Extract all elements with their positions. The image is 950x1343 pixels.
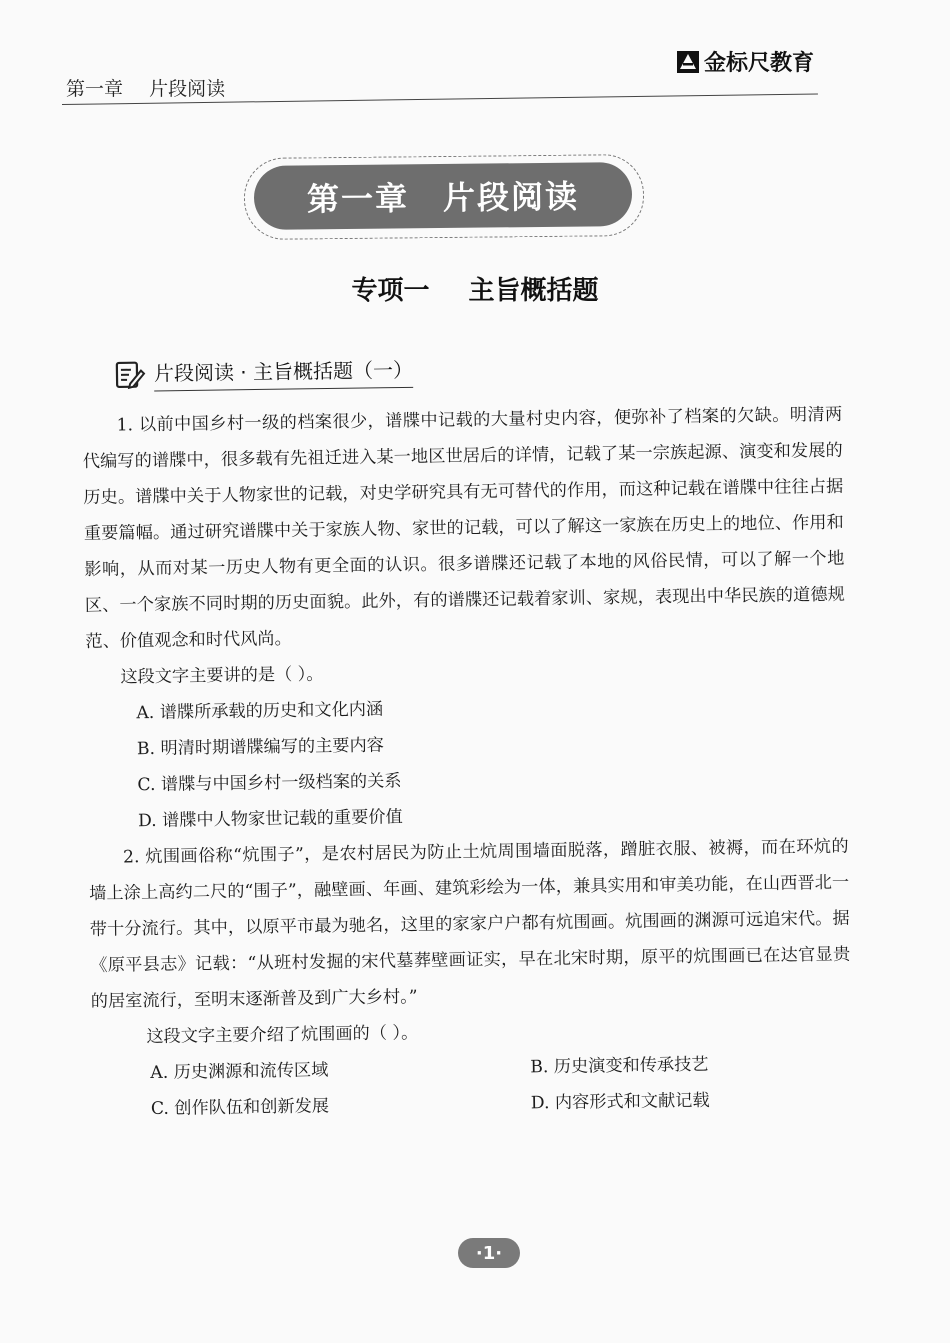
- page-number: ·1·: [458, 1238, 520, 1268]
- question-2-options: [92, 1045, 853, 1128]
- question-2-option-a: A. 历史渊源和流传区域: [150, 1060, 329, 1084]
- banner-title: 片段阅读: [442, 177, 580, 217]
- section-title: [0, 270, 950, 307]
- subsection-heading: [114, 354, 414, 392]
- question-2-option-b: B. 历史演变和传承技艺: [530, 1054, 709, 1078]
- question-1-stem: 这段文字主要讲的是（ ）。: [120, 664, 324, 688]
- subsection-title: 片段阅读 · 主旨概括题（一）: [154, 354, 414, 392]
- chapter-banner: [254, 162, 633, 230]
- running-header: [66, 74, 225, 101]
- question-1-option-d: D. 谱牒中人物家世记载的重要价值: [137, 807, 403, 832]
- logo-mark-icon: [676, 50, 700, 74]
- section-name: 主旨概括题: [468, 276, 599, 306]
- question-1-passage: 1. 以前中国乡村一级的档案很少，谱牒中记载的大量村史内容，便弥补了档案的欠缺。明清两代编写的谱牒中，很多载有先祖迁进入某一地区世居后的详情，记载了某一宗族起源、演变和发展的历史。谱牒中关于人物家世的记载，对史学研究具有无可替代的作用，而这种记载在谱牒中往往占据重要篇幅。通过研究谱牒中关于家族人物、家世的记载，可以了解这一家族在历史上的地位、作用和影响，从而对某一历史人物有更全面的认识。很多谱牒还记载了本地的风俗民情，可以了解一个地区、一个家族不同时期的历史面貌。此外，有的谱牒还记载着家训、家规，表现出中华民族的道德规范、价值观念和时代风尚。: [82, 404, 846, 652]
- question-body: [82, 397, 853, 1128]
- question-2-passage: 2. 炕围画俗称“炕围子”，是农村居民为防止土炕周围墙面脱落，蹭脏衣服、被褥，而在环炕的墙上涂上高约二尺的“围子”，融壁画、年画、建筑彩绘为一体，兼具实用和审美功能，在山西晋北一带十分流行。其中，以原平市最为驰名，这里的家家户户都有炕围画。炕围画的渊源可远追宋代。据《原平县志》记载：“从班村发掘的宋代墓葬壁画证实，早在北宋时期，原平的炕围画已在达官显贵的居室流行，至明末逐渐普及到广大乡村。”: [89, 836, 851, 1012]
- question-1-option-c: C. 谱牒与中国乡村一级档案的关系: [137, 771, 402, 796]
- banner-chapter: 第一章: [306, 179, 410, 219]
- publisher-logo: [676, 46, 814, 77]
- header-title: 片段阅读: [149, 78, 226, 100]
- question-1-option-a: A. 谱牒所承载的历史和文化内涵: [136, 699, 384, 724]
- question-1-option-b: B. 明清时期谱牒编写的主要内容: [136, 735, 385, 760]
- question-2-option-c: C. 创作队伍和创新发展: [150, 1096, 330, 1120]
- logo-text: 金标尺教育: [704, 51, 815, 76]
- question-2-stem: 这段文字主要介绍了炕围画的（ ）。: [146, 1023, 419, 1048]
- note-edit-icon: [114, 359, 146, 391]
- section-label: 专项一: [351, 276, 430, 306]
- question-2-option-d: D. 内容形式和文献记载: [530, 1090, 710, 1114]
- header-chapter: 第一章: [66, 78, 124, 100]
